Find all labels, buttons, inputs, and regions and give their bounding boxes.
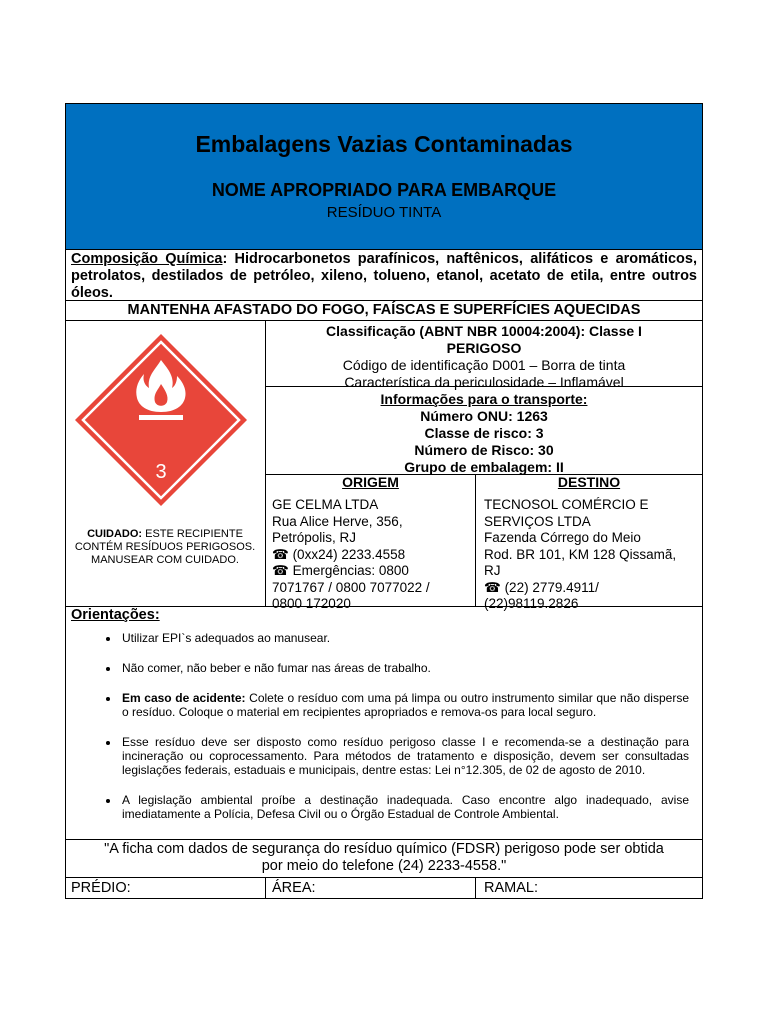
destination-line: Fazenda Córrego do Meio <box>484 530 641 545</box>
hazard-label <box>65 103 703 899</box>
flammable-liquid-diamond-icon <box>73 332 249 508</box>
destination-phone: ☎ (22) 2779.4911/ <box>484 579 599 595</box>
classification-class: PERIGOSO <box>446 340 522 356</box>
origin-line: 0800 172020 <box>272 596 351 611</box>
classification-line: Classificação (ABNT NBR 10004:2004): Classe I <box>326 323 642 339</box>
transport-title: Informações para o transporte: <box>380 391 588 407</box>
list-item: • Esse resíduo deve ser disposto como resíduo perigoso classe I e recomenda-se a destinação para incineração ou coprocessamento. Para métodos de tratamento e disposição, devem ser consultadas legislações federais, estaduais e municipais, dentre estas: Lei n°12.305, de 02 de agosto de 2010. <box>120 735 689 777</box>
label-header <box>66 104 702 250</box>
classification-section <box>66 321 702 611</box>
divider <box>475 474 476 607</box>
origin-line: Rua Alice Herve, 356, <box>272 513 403 529</box>
divider <box>475 878 476 898</box>
caution-label: CUIDADO: <box>87 528 143 540</box>
label-title: Embalagens Vazias Contaminadas <box>195 131 573 157</box>
guidelines-section <box>66 607 702 840</box>
list-item: • Utilizar EPI`s adequados ao manusear. <box>120 631 689 645</box>
area-field: ÁREA: <box>272 880 316 896</box>
destination-line: (22)98119.2826 <box>484 596 579 611</box>
onu-number: Número ONU: 1263 <box>420 408 548 424</box>
risk-class: Classe de risco: 3 <box>424 425 544 441</box>
destination-line: SERVIÇOS LTDA <box>484 513 591 529</box>
origin-line: Petrópolis, RJ <box>272 530 357 545</box>
origin-phone: ☎ (0xx24) 2233.4558 <box>272 546 406 562</box>
caution-note <box>74 528 256 567</box>
hazard-characteristic: Característica da periculosidade – Inflamável <box>344 374 624 390</box>
caution-text: ESTE RECIPIENTE CONTÉM RESÍDUOS PERIGOSOS. MANUSEAR COM CUIDADO. <box>74 528 256 566</box>
extension-field: RAMAL: <box>484 880 538 896</box>
destination-line: RJ <box>484 563 501 578</box>
origin-emergency-phone: ☎ Emergências: 0800 <box>272 563 409 578</box>
footer-fields <box>66 878 702 898</box>
list-item: • Em caso de acidente: Colete o resíduo com uma pá limpa ou outro instrumento similar que não disperse o resíduo. Coloque o material em recipientes apropriados e remova-os para local seguro. <box>120 691 689 719</box>
transport-info <box>266 391 702 476</box>
origin-heading: ORIGEM <box>342 474 399 490</box>
divider <box>265 878 266 898</box>
fire-warning: MANTENHA AFASTADO DO FOGO, FAÍSCAS E SUPERFÍCIES AQUECIDAS <box>66 301 702 321</box>
destination-heading: DESTINO <box>557 474 621 490</box>
origin-line: GE CELMA LTDA <box>272 497 379 512</box>
waste-classification <box>266 323 702 391</box>
fdsr-notice: "A ficha com dados de segurança do resíduo químico (FDSR) perigoso pode ser obtida por meio do telefone (24) 2233-4558." <box>66 840 702 878</box>
building-field: PRÉDIO: <box>71 880 131 896</box>
destination-line: Rod. BR 101, KM 128 Qissamã, <box>484 546 677 562</box>
guidelines-title: Orientações: <box>71 607 160 623</box>
composition-label: Composição Química <box>71 251 223 267</box>
list-item: • A legislação ambiental proíbe a destinação inadequada. Caso encontre algo inadequado, avise imediatamente a Polícia, Defesa Civil ou o Órgão Estadual de Controle Ambiental. <box>120 793 689 821</box>
risk-number: Número de Risco: 30 <box>414 442 554 458</box>
product-name: RESÍDUO TINTA <box>326 204 442 221</box>
destination-address <box>484 497 700 613</box>
guidelines-list <box>71 631 689 821</box>
destination-line: TECNOSOL COMÉRCIO E <box>484 497 649 512</box>
origin-address <box>272 497 472 613</box>
chemical-composition <box>66 249 702 301</box>
packing-group: Grupo de embalagem: II <box>404 459 564 475</box>
shipping-name-heading: NOME APROPRIADO PARA EMBARQUE <box>211 180 557 200</box>
list-item: • Não comer, não beber e não fumar nas áreas de trabalho. <box>120 661 689 675</box>
composition-text: : Hidrocarbonetos parafínicos, naftênicos, alifáticos e aromáticos, petrolatos, destilados de petróleo, xileno, tolueno, etanol, acetato de etila, entre outros óleos. <box>71 251 697 301</box>
hazard-class-number: 3 <box>155 461 167 483</box>
origin-line: 7071767 / 0800 7077022 / <box>272 579 430 595</box>
identification-code: Código de identificação D001 – Borra de tinta <box>342 357 626 373</box>
